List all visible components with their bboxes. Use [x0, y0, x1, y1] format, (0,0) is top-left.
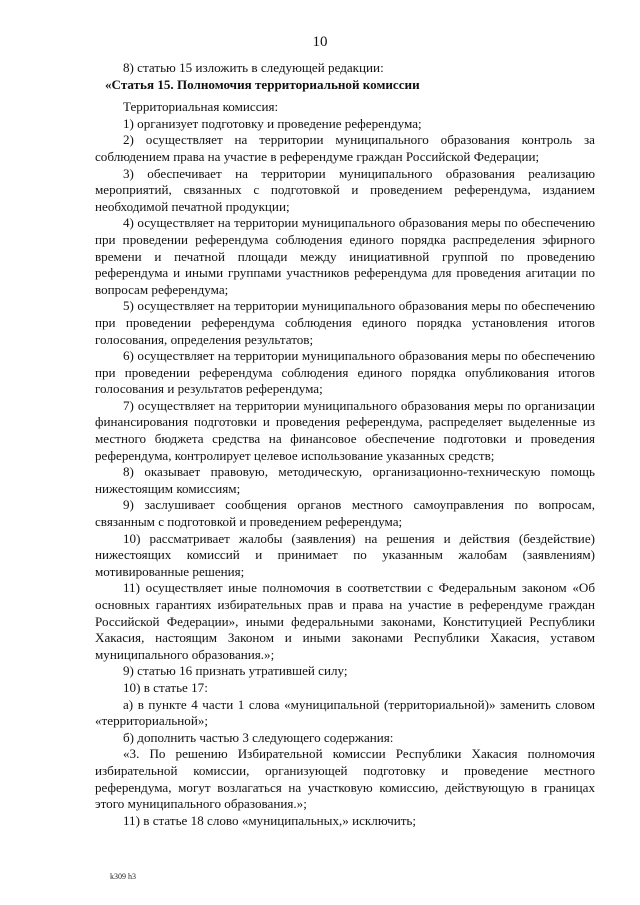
- paragraph: 3) обеспечивает на территории муниципального образования реализацию мероприятий, связанных с подготовкой и проведением референдума, изданием необходимой печатной продукции;: [95, 165, 595, 214]
- paragraph: 11) осуществляет иные полномочия в соответствии с Федеральным законом «Об основных гарантиях избирательных прав и права на участие в референдуме граждан Российской Федерации», иными федеральными законами, Конституцией Республики Хакасия, настоящим Законом и иными законами Республики Хакасия, уставом муниципального образования.»;: [95, 580, 595, 662]
- paragraph: 9) статью 16 признать утратившей силу;: [123, 663, 348, 679]
- paragraph: 2) осуществляет на территории муниципального образования контроль за соблюдением права на участие в референдуме граждан Российской Федерации;: [95, 132, 595, 164]
- paragraph: 8) оказывает правовую, методическую, организационно-техническую помощь нижестоящим комиссиям;: [95, 464, 595, 496]
- paragraph: 6) осуществляет на территории муниципального образования меры по обеспечению при проведении референдума соблюдения единого порядка опубликования итогов голосования и результатов референдума;: [95, 348, 595, 397]
- paragraph: 11) в статье 18 слово «муниципальных,» исключить;: [123, 812, 417, 828]
- paragraph: а) в пункте 4 части 1 слова «муниципальной (территориальной)» заменить словом «территориальной»;: [95, 696, 595, 729]
- paragraph-item-8-intro: 8) статью 15 изложить в следующей редакции:: [123, 60, 384, 75]
- paragraph: 1) организует подготовку и проведение референдума;: [123, 115, 422, 131]
- paragraph: «3. По решению Избирательной комиссии Республики Хакасия полномочия избирательной комиссии, организующей подготовку и проведение местного референдума, могут возлагаться на участковую комиссию, действующую в границах этого муниципального образования.»;: [95, 746, 595, 812]
- article-heading: «Статья 15. Полномочия территориальной комиссии: [105, 76, 420, 92]
- paragraph-commission-intro: Территориальная комиссия:: [123, 99, 279, 115]
- document-body: [95, 60, 595, 829]
- paragraph: 5) осуществляет на территории муниципального образования меры по обеспечению при проведении референдума соблюдения единого порядка установления итогов голосования, определения результатов;: [95, 298, 595, 347]
- paragraph: 10) в статье 17:: [123, 679, 208, 695]
- paragraph: б) дополнить частью 3 следующего содержания:: [123, 729, 394, 745]
- page-number: 10: [312, 34, 328, 50]
- paragraph: 10) рассматривает жалобы (заявления) на решения и действия (бездействие) нижестоящих комиссий и принимает по указанным жалобам (заявлениям) мотивированные решения;: [95, 530, 595, 579]
- paragraph: 9) заслушивает сообщения органов местного самоуправления по вопросам, связанным с подготовкой и проведением референдума;: [95, 497, 595, 530]
- paragraph: 4) осуществляет на территории муниципального образования меры по обеспечению при проведении референдума соблюдения единого порядка распределения эфирного времени и печатной площади между инициативной группой по проведению референдума и иными группами участников референдума для проведения агитации по вопросам референдума;: [95, 215, 595, 297]
- paragraph: 7) осуществляет на территории муниципального образования меры по организации финансирования подготовки и проведения референдума, распределяет выделенные из местного бюджета средства на финансовое обеспечение подготовки и проведения референдума, контролирует целевое использование указанных средств;: [95, 397, 595, 463]
- footer-code: k309 h3: [110, 872, 136, 881]
